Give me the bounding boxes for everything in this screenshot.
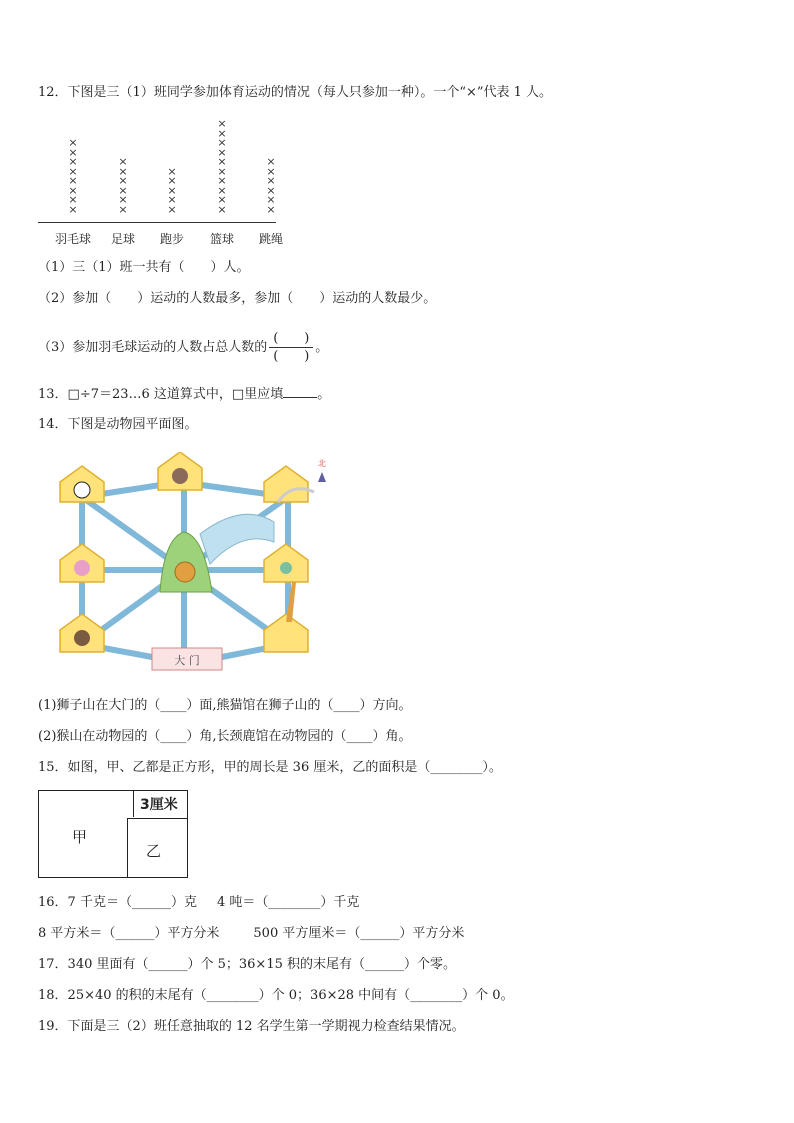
- x-mark: ×: [68, 174, 78, 187]
- x-mark: ×: [217, 155, 227, 168]
- category-label: 篮球: [209, 232, 234, 246]
- label-jia: 甲: [72, 828, 88, 846]
- x-mark: ×: [68, 136, 78, 149]
- q15-text: 15．如图，甲、乙都是正方形，甲的周长是 36 厘米，乙的面积是（________）。: [38, 760, 502, 775]
- north-label: 北: [318, 459, 326, 468]
- x-mark: ×: [118, 155, 128, 168]
- x-mark: ×: [217, 202, 227, 216]
- q13: [38, 385, 330, 404]
- x-mark: ×: [217, 193, 227, 206]
- gate-label: 大 门: [174, 654, 200, 667]
- label-yi: 乙: [146, 842, 162, 860]
- x-mark: ×: [167, 164, 177, 178]
- x-mark: ×: [118, 174, 128, 187]
- x-mark: ×: [266, 183, 276, 197]
- dimension-label: 3厘米: [140, 797, 178, 813]
- x-mark: ×: [266, 202, 276, 216]
- x-mark: ×: [118, 164, 128, 178]
- x-mark: ×: [217, 117, 227, 130]
- q19-text: 19．下面是三（2）班任意抽取的 12 名学生第一学期视力检查结果情况。: [38, 1019, 465, 1034]
- q14-sub1: (1)狮子山在大门的（____）面,熊猫馆在狮子山的（____）方向。: [38, 698, 412, 713]
- category-label: 足球: [110, 232, 135, 246]
- fraction-denominator: ( ): [273, 349, 310, 364]
- x-mark: ×: [167, 183, 177, 197]
- x-mark: ×: [266, 155, 276, 168]
- q12-sub1: （1）三（1）班一共有（ ）人。: [38, 260, 250, 275]
- x-mark: ×: [217, 183, 227, 197]
- x-mark: ×: [217, 164, 227, 178]
- fraction-blank: [269, 330, 313, 365]
- x-mark: ×: [217, 174, 227, 187]
- north-arrow-icon: [318, 472, 326, 482]
- x-mark: ×: [266, 164, 276, 178]
- q17-text: 17．340 里面有（______）个 5；36×15 积的末尾有（______）个零。: [38, 957, 456, 972]
- x-mark: ×: [68, 183, 78, 197]
- x-mark: ×: [68, 202, 78, 216]
- x-mark: ×: [217, 145, 227, 159]
- q16-line2a: 8 平方米＝（______）平方分米: [38, 926, 220, 941]
- q12-sub3-prefix: （3）参加羽毛球运动的人数占总人数的: [38, 340, 268, 355]
- q12-sub3: [38, 330, 328, 365]
- x-mark: ×: [217, 126, 227, 140]
- x-mark: ×: [68, 145, 78, 159]
- dimension-arrow: [133, 791, 134, 817]
- x-mark: ×: [68, 193, 78, 206]
- answer-blank: [283, 385, 317, 398]
- q14-title: 14．下图是动物园平面图。: [38, 417, 198, 432]
- q13-end: 。: [317, 387, 331, 402]
- x-mark: ×: [266, 193, 276, 206]
- x-mark: ×: [118, 193, 128, 206]
- x-mark: ×: [217, 136, 227, 149]
- q12-sub3-suffix: 。: [315, 340, 329, 355]
- x-mark: ×: [118, 183, 128, 197]
- x-mark: ×: [167, 202, 177, 216]
- category-label: 跳绳: [258, 232, 283, 246]
- x-mark: ×: [118, 202, 128, 216]
- q13-text: 13．□÷7＝23…6 这道算式中，□里应填: [38, 387, 284, 402]
- chart-baseline: [38, 222, 276, 223]
- x-mark: ×: [167, 193, 177, 206]
- q16-line2b: 500 平方厘米＝（______）平方分米: [253, 926, 465, 941]
- q18-text: 18．25×40 的积的末尾有（________）个 0；36×28 中间有（________）个 0。: [38, 988, 514, 1003]
- q16-line2: [38, 925, 464, 943]
- category-label: 羽毛球: [54, 232, 91, 246]
- category-label: 跑步: [159, 232, 184, 246]
- q12-title: 12．下图是三（1）班同学参加体育运动的情况（每人只参加一种）。一个“×”代表 1 人。: [38, 85, 553, 100]
- river: [200, 514, 274, 564]
- q14-sub2: (2)猴山在动物园的（____）角,长颈鹿馆在动物园的（____）角。: [38, 729, 412, 744]
- x-mark: ×: [68, 164, 78, 178]
- fraction-numerator: ( ): [273, 331, 310, 346]
- zoo-map: [52, 452, 342, 678]
- q12-sub2: （2）参加（ ）运动的人数最多，参加（ ）运动的人数最少。: [38, 291, 437, 306]
- x-mark: ×: [266, 174, 276, 187]
- q16-line1a: 16．7 千克＝（______）克: [38, 895, 197, 910]
- x-mark: ×: [68, 155, 78, 168]
- q16-line1b: 4 吨＝（________）千克: [216, 895, 360, 910]
- x-mark: ×: [167, 174, 177, 187]
- q16-line1: [38, 894, 359, 912]
